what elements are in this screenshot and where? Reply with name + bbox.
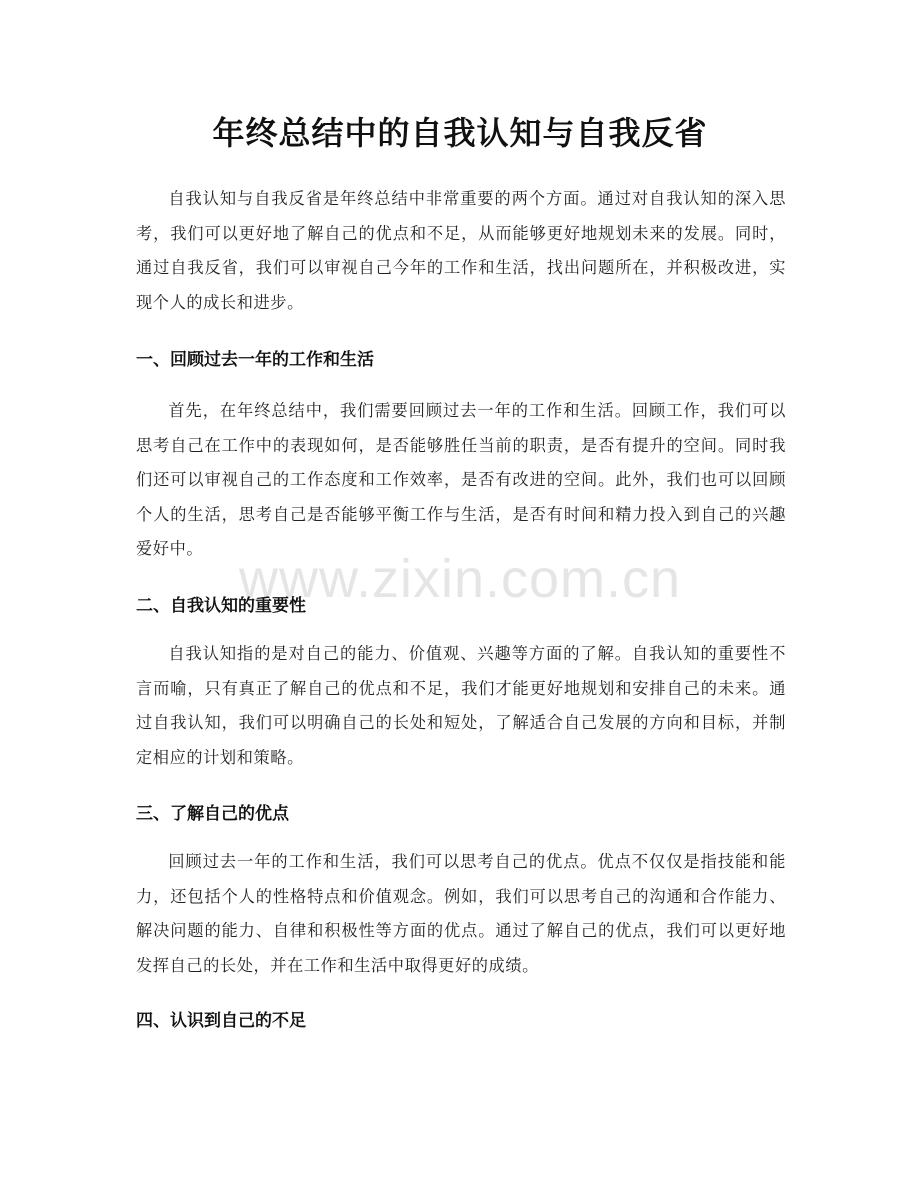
- section-heading-3: 三、了解自己的优点: [136, 804, 289, 824]
- section-heading-1: 一、回顾过去一年的工作和生活: [136, 350, 374, 370]
- section-body-1: 首先，在年终总结中，我们需要回顾过去一年的工作和生活。回顾工作，我们可以思考自己在工作中的表现如何，是否能够胜任当前的职责，是否有提升的空间。同时我们还可以审视自己的工作态度和工作效率，是否有改进的空间。此外，我们也可以回顾个人的生活，思考自己是否能够平衡工作与生活，是否有时间和精力投入到自己的兴趣爱好中。: [136, 401, 786, 558]
- page-title: 年终总结中的自我认知与自我反省: [212, 114, 708, 152]
- section-body-2: 自我认知指的是对自己的能力、价值观、兴趣等方面的了解。自我认知的重要性不言而喻，只有真正了解自己的优点和不足，我们才能更好地规划和安排自己的未来。通过自我认知，我们可以明确自己的长处和短处，了解适合自己发展的方向和目标，并制定相应的计划和策略。: [136, 644, 786, 767]
- intro-paragraph: 自我认知与自我反省是年终总结中非常重要的两个方面。通过对自我认知的深入思考，我们可以更好地了解自己的优点和不足，从而能够更好地规划未来的发展。同时，通过自我反省，我们可以审视自己今年的工作和生活，找出问题所在，并积极改进，实现个人的成长和进步。: [136, 189, 786, 312]
- section-body-3: 回顾过去一年的工作和生活，我们可以思考自己的优点。优点不仅仅是指技能和能力，还包括个人的性格特点和价值观念。例如，我们可以思考自己的沟通和合作能力、解决问题的能力、自律和积极性等方面的优点。通过了解自己的优点，我们可以更好地发挥自己的长处，并在工作和生活中取得更好的成绩。: [136, 852, 786, 975]
- section-heading-4: 四、认识到自己的不足: [136, 1011, 306, 1031]
- section-heading-2: 二、自我认知的重要性: [136, 596, 306, 616]
- watermark: www.zixin.com.cn: [238, 549, 682, 609]
